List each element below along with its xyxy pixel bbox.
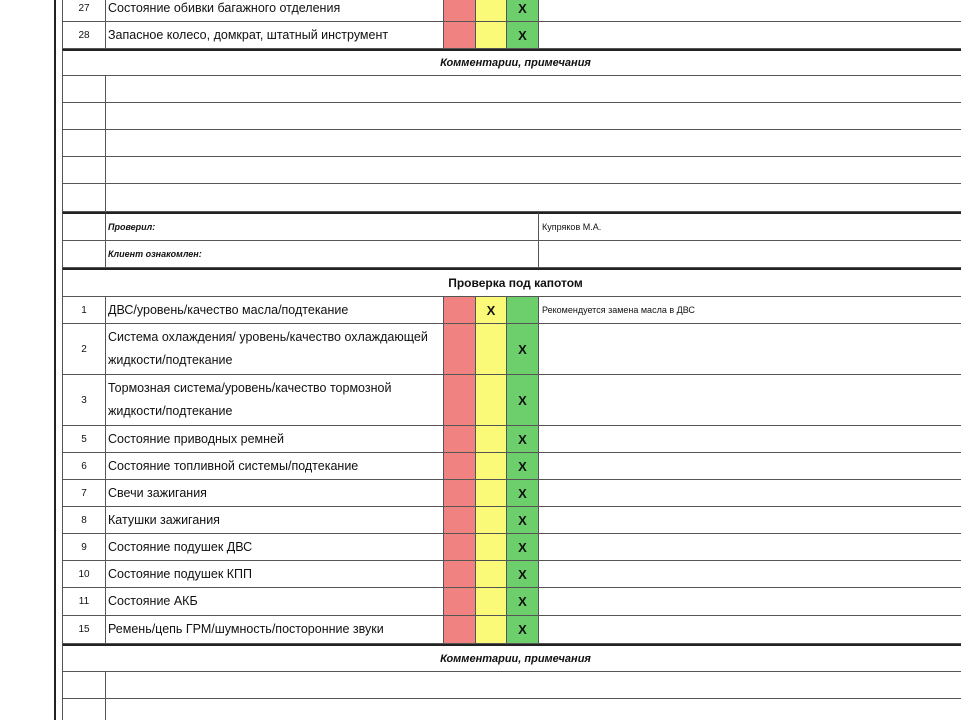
comment-index-cell [62, 76, 105, 103]
red-mark-cell[interactable] [443, 616, 475, 644]
yellow-mark-cell[interactable] [475, 22, 506, 49]
green-mark-cell[interactable]: X [506, 588, 538, 616]
table-row [62, 616, 961, 644]
client-acknowledged-value[interactable] [538, 241, 961, 268]
table-row [62, 375, 961, 426]
red-mark-cell[interactable] [443, 588, 475, 616]
checked-by-value[interactable]: Купряков М.А. [538, 212, 961, 241]
red-mark-cell[interactable] [443, 297, 475, 324]
row-note[interactable] [538, 507, 961, 534]
row-number: 6 [62, 453, 105, 480]
inspection-sheet [62, 0, 961, 720]
row-description: Состояние АКБ [105, 588, 443, 616]
red-mark-cell[interactable] [443, 426, 475, 453]
yellow-mark-cell[interactable] [475, 534, 506, 561]
yellow-mark-cell[interactable] [475, 375, 506, 426]
comment-text-cell[interactable] [105, 103, 961, 130]
row-note[interactable] [538, 616, 961, 644]
comments-title: Комментарии, примечания [62, 49, 961, 76]
yellow-mark-cell[interactable] [475, 561, 506, 588]
table-row [62, 0, 961, 22]
yellow-mark-cell[interactable] [475, 453, 506, 480]
table-row [62, 297, 961, 324]
table-row [62, 534, 961, 561]
row-note[interactable] [538, 426, 961, 453]
red-mark-cell[interactable] [443, 480, 475, 507]
comment-row [62, 157, 961, 184]
comment-index-cell [62, 130, 105, 157]
row-description: Свечи зажигания [105, 480, 443, 507]
comment-index-cell [62, 103, 105, 130]
green-mark-cell[interactable]: X [506, 534, 538, 561]
yellow-mark-cell[interactable] [475, 616, 506, 644]
row-note[interactable] [538, 453, 961, 480]
comment-index-cell [62, 699, 105, 720]
row-number: 1 [62, 297, 105, 324]
row-description: Состояние обивки багажного отделения [105, 0, 443, 22]
yellow-mark-cell[interactable] [475, 480, 506, 507]
table-row [62, 453, 961, 480]
comments-title: Комментарии, примечания [62, 644, 961, 672]
row-note[interactable] [538, 588, 961, 616]
comment-index-cell [62, 672, 105, 699]
table-row [62, 480, 961, 507]
page-left-border [54, 0, 56, 720]
row-note[interactable]: Рекомендуется замена масла в ДВС [538, 297, 961, 324]
comment-text-cell[interactable] [105, 157, 961, 184]
comment-text-cell[interactable] [105, 672, 961, 699]
red-mark-cell[interactable] [443, 534, 475, 561]
comment-text-cell[interactable] [105, 130, 961, 157]
comment-text-cell[interactable] [105, 184, 961, 212]
comments-header [62, 49, 961, 76]
table-row [62, 561, 961, 588]
comment-row [62, 699, 961, 720]
section-header [62, 268, 961, 297]
red-mark-cell[interactable] [443, 375, 475, 426]
yellow-mark-cell[interactable] [475, 507, 506, 534]
table-row [62, 588, 961, 616]
comment-index-cell [62, 184, 105, 212]
checked-by-label: Проверил: [105, 212, 538, 241]
row-number: 2 [62, 324, 105, 375]
row-number: 8 [62, 507, 105, 534]
comment-row [62, 103, 961, 130]
comment-text-cell[interactable] [105, 699, 961, 720]
red-mark-cell[interactable] [443, 561, 475, 588]
row-number: 15 [62, 616, 105, 644]
row-description: Состояние подушек ДВС [105, 534, 443, 561]
red-mark-cell[interactable] [443, 453, 475, 480]
table-row [62, 507, 961, 534]
table-row [62, 324, 961, 375]
red-mark-cell[interactable] [443, 0, 475, 22]
row-number: 9 [62, 534, 105, 561]
row-description: Система охлаждения/ уровень/качество охлаждающей жидкости/подтекание [105, 324, 443, 375]
row-description: Запасное колесо, домкрат, штатный инструмент [105, 22, 443, 49]
green-mark-cell[interactable]: X [506, 453, 538, 480]
row-note[interactable] [538, 375, 961, 426]
row-number: 27 [62, 0, 105, 22]
row-description: Катушки зажигания [105, 507, 443, 534]
row-description: Тормозная система/уровень/качество тормозной жидкости/подтекание [105, 375, 443, 426]
yellow-mark-cell[interactable] [475, 324, 506, 375]
row-note[interactable] [538, 22, 961, 49]
row-description: Состояние топливной системы/подтекание [105, 453, 443, 480]
green-mark-cell[interactable]: X [506, 324, 538, 375]
red-mark-cell[interactable] [443, 22, 475, 49]
section-title: Проверка под капотом [62, 268, 961, 297]
red-mark-cell[interactable] [443, 324, 475, 375]
row-description: Состояние подушек КПП [105, 561, 443, 588]
green-mark-cell[interactable]: X [506, 561, 538, 588]
signature-checked-row [62, 212, 961, 241]
yellow-mark-cell[interactable] [475, 588, 506, 616]
row-number: 11 [62, 588, 105, 616]
row-number: 10 [62, 561, 105, 588]
row-note[interactable] [538, 534, 961, 561]
signature-client-row [62, 241, 961, 268]
yellow-mark-cell[interactable]: X [475, 297, 506, 324]
yellow-mark-cell[interactable] [475, 0, 506, 22]
row-description: Ремень/цепь ГРМ/шумность/посторонние звуки [105, 616, 443, 644]
yellow-mark-cell[interactable] [475, 426, 506, 453]
row-number: 28 [62, 22, 105, 49]
client-acknowledged-label: Клиент ознакомлен: [105, 241, 538, 268]
table-row [62, 426, 961, 453]
row-number: 5 [62, 426, 105, 453]
green-mark-cell[interactable]: X [506, 616, 538, 644]
table-row [62, 22, 961, 49]
row-number: 3 [62, 375, 105, 426]
green-mark-cell[interactable]: X [506, 375, 538, 426]
row-number: 7 [62, 480, 105, 507]
row-note[interactable] [538, 561, 961, 588]
row-description: ДВС/уровень/качество масла/подтекание [105, 297, 443, 324]
comment-row [62, 76, 961, 103]
comment-text-cell[interactable] [105, 76, 961, 103]
green-mark-cell[interactable]: X [506, 22, 538, 49]
row-note[interactable] [538, 480, 961, 507]
row-note[interactable] [538, 0, 961, 22]
green-mark-cell[interactable] [506, 297, 538, 324]
green-mark-cell[interactable]: X [506, 507, 538, 534]
green-mark-cell[interactable]: X [506, 426, 538, 453]
green-mark-cell[interactable]: X [506, 0, 538, 22]
red-mark-cell[interactable] [443, 507, 475, 534]
green-mark-cell[interactable]: X [506, 480, 538, 507]
comments-header [62, 644, 961, 672]
signature-index-cell [62, 241, 105, 268]
comment-index-cell [62, 157, 105, 184]
row-description: Состояние приводных ремней [105, 426, 443, 453]
comment-row [62, 130, 961, 157]
comment-row [62, 672, 961, 699]
comment-row [62, 184, 961, 212]
row-note[interactable] [538, 324, 961, 375]
signature-index-cell [62, 212, 105, 241]
